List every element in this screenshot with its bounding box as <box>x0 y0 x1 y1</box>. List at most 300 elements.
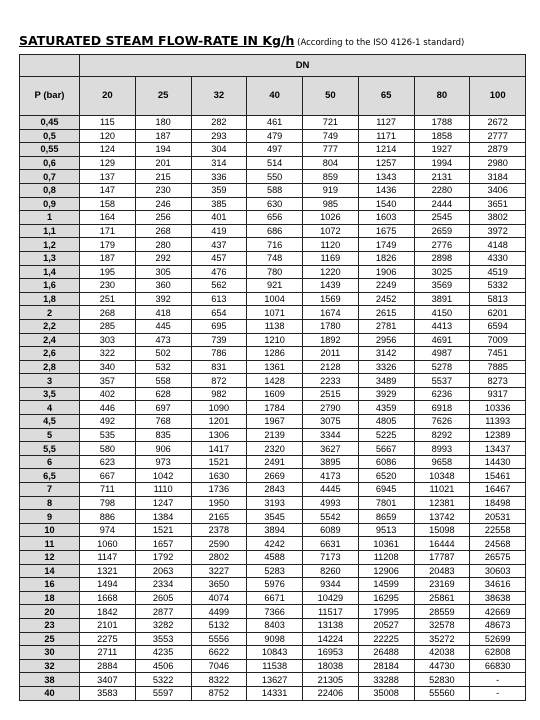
flow-rate-cell: 532 <box>135 360 191 374</box>
flow-rate-cell: 711 <box>80 483 136 497</box>
table-row <box>20 279 526 293</box>
flow-rate-cell: 1736 <box>191 483 247 497</box>
flow-rate-cell: 739 <box>191 333 247 347</box>
flow-rate-cell: 886 <box>80 510 136 524</box>
flow-rate-cell: 716 <box>247 238 303 252</box>
flow-rate-cell: 2165 <box>191 510 247 524</box>
table-row <box>20 401 526 415</box>
flow-rate-cell: 1042 <box>135 469 191 483</box>
flow-rate-cell: 7885 <box>470 360 526 374</box>
flow-rate-cell: 1826 <box>358 251 414 265</box>
flow-rate-cell: 28559 <box>414 605 470 619</box>
table-row <box>20 333 526 347</box>
table-row <box>20 537 526 551</box>
flow-rate-cell: 5278 <box>414 360 470 374</box>
pressure-cell: 1,6 <box>20 279 80 293</box>
flow-rate-cell: 457 <box>191 251 247 265</box>
flow-rate-cell: 1361 <box>247 360 303 374</box>
table-row <box>20 197 526 211</box>
flow-rate-cell: 1657 <box>135 537 191 551</box>
flow-rate-cell: 1343 <box>358 170 414 184</box>
flow-rate-cell: 33288 <box>358 673 414 687</box>
flow-rate-cell: 5332 <box>470 279 526 293</box>
pressure-cell: 0,45 <box>20 116 80 130</box>
flow-rate-cell: 1127 <box>358 116 414 130</box>
flow-rate-cell: 66830 <box>470 659 526 673</box>
pressure-cell: 16 <box>20 578 80 592</box>
pressure-cell: 0,55 <box>20 143 80 157</box>
flow-rate-cell: 2515 <box>303 387 359 401</box>
table-row <box>20 469 526 483</box>
dn-group-header: DN <box>80 55 526 77</box>
flow-rate-cell: 17995 <box>358 605 414 619</box>
flow-rate-cell: 1436 <box>358 183 414 197</box>
flow-rate-cell: 18498 <box>470 496 526 510</box>
flow-rate-cell: 35008 <box>358 686 414 700</box>
flow-rate-cell: 1569 <box>303 292 359 306</box>
flow-rate-cell: 1428 <box>247 374 303 388</box>
dn-column-header: 25 <box>135 77 191 116</box>
flow-rate-cell: 4691 <box>414 333 470 347</box>
flow-rate-cell: 147 <box>80 183 136 197</box>
pressure-cell: 9 <box>20 510 80 524</box>
flow-rate-cell: 6945 <box>358 483 414 497</box>
flow-rate-cell: 16467 <box>470 483 526 497</box>
flow-rate-cell: 282 <box>191 116 247 130</box>
flow-rate-cell: 786 <box>191 347 247 361</box>
table-row <box>20 306 526 320</box>
flow-rate-cell: 12381 <box>414 496 470 510</box>
flow-rate-cell: 2275 <box>80 632 136 646</box>
flow-rate-cell: 35272 <box>414 632 470 646</box>
flow-rate-cell: 1630 <box>191 469 247 483</box>
flow-rate-cell: 251 <box>80 292 136 306</box>
flow-rate-cell: 3553 <box>135 632 191 646</box>
flow-rate-cell: 2378 <box>191 523 247 537</box>
flow-rate-cell: 1788 <box>414 116 470 130</box>
flow-rate-cell: 171 <box>80 224 136 238</box>
flow-rate-cell: 20531 <box>470 510 526 524</box>
table-row <box>20 156 526 170</box>
flow-rate-cell: 1674 <box>303 306 359 320</box>
flow-rate-cell: 2590 <box>191 537 247 551</box>
document-title <box>19 30 529 49</box>
flow-rate-cell: 562 <box>191 279 247 293</box>
pressure-cell: 6 <box>20 455 80 469</box>
flow-rate-cell: 194 <box>135 143 191 157</box>
flow-rate-cell: 314 <box>191 156 247 170</box>
flow-rate-cell: 2101 <box>80 618 136 632</box>
flow-rate-cell: 293 <box>191 129 247 143</box>
flow-rate-cell: 5537 <box>414 374 470 388</box>
pressure-cell: 12 <box>20 551 80 565</box>
flow-rate-cell: 3282 <box>135 618 191 632</box>
flow-rate-cell: 322 <box>80 347 136 361</box>
flow-rate-cell: 3227 <box>191 564 247 578</box>
table-row <box>20 455 526 469</box>
flow-rate-cell: 1247 <box>135 496 191 510</box>
flow-rate-cell: 1749 <box>358 238 414 252</box>
table-row <box>20 116 526 130</box>
flow-rate-cell: 2884 <box>80 659 136 673</box>
flow-rate-cell: 4588 <box>247 551 303 565</box>
pressure-cell: 2,8 <box>20 360 80 374</box>
flow-rate-cell: 7046 <box>191 659 247 673</box>
flow-rate-cell: 3650 <box>191 578 247 592</box>
flow-rate-cell: - <box>470 673 526 687</box>
flow-rate-cell: 502 <box>135 347 191 361</box>
flow-rate-cell: 2980 <box>470 156 526 170</box>
flow-rate-cell: 1521 <box>191 455 247 469</box>
flow-rate-cell: 42038 <box>414 646 470 660</box>
flow-rate-cell: 13437 <box>470 442 526 456</box>
flow-rate-cell: 1004 <box>247 292 303 306</box>
flow-rate-cell: 445 <box>135 319 191 333</box>
flow-rate-cell: 22406 <box>303 686 359 700</box>
flow-rate-cell: 804 <box>303 156 359 170</box>
table-row <box>20 360 526 374</box>
flow-rate-cell: 419 <box>191 224 247 238</box>
table-row <box>20 673 526 687</box>
flow-rate-cell: 3545 <box>247 510 303 524</box>
flow-rate-cell: 120 <box>80 129 136 143</box>
flow-rate-cell: 129 <box>80 156 136 170</box>
flow-rate-cell: 7009 <box>470 333 526 347</box>
flow-rate-cell: 6089 <box>303 523 359 537</box>
flow-rate-cell: 476 <box>191 265 247 279</box>
pressure-cell: 2,6 <box>20 347 80 361</box>
flow-rate-cell: 20483 <box>414 564 470 578</box>
pressure-cell: 2,2 <box>20 319 80 333</box>
flow-rate-cell: 721 <box>303 116 359 130</box>
flow-rate-cell: 164 <box>80 211 136 225</box>
header-row-columns <box>20 77 526 116</box>
flow-rate-cell: 230 <box>135 183 191 197</box>
flow-rate-cell: 3929 <box>358 387 414 401</box>
flow-rate-cell: 201 <box>135 156 191 170</box>
pressure-cell: 2 <box>20 306 80 320</box>
flow-rate-cell: 3406 <box>470 183 526 197</box>
flow-rate-cell: 859 <box>303 170 359 184</box>
flow-rate-cell: 588 <box>247 183 303 197</box>
flow-rate-cell: 4359 <box>358 401 414 415</box>
flow-rate-cell: 4445 <box>303 483 359 497</box>
flow-rate-cell: 3802 <box>470 211 526 225</box>
flow-rate-cell: 768 <box>135 415 191 429</box>
flow-rate-cell: 1994 <box>414 156 470 170</box>
flow-rate-cell: 13138 <box>303 618 359 632</box>
flow-rate-cell: 1668 <box>80 591 136 605</box>
flow-rate-cell: 1792 <box>135 551 191 565</box>
flow-rate-cell: 1071 <box>247 306 303 320</box>
flow-rate-cell: 9658 <box>414 455 470 469</box>
pressure-cell: 25 <box>20 632 80 646</box>
flow-rate-cell: 2320 <box>247 442 303 456</box>
flow-rate-cell: 418 <box>135 306 191 320</box>
flow-rate-cell: 18038 <box>303 659 359 673</box>
table-row <box>20 211 526 225</box>
table-row <box>20 591 526 605</box>
flow-rate-cell: 5132 <box>191 618 247 632</box>
flow-rate-cell: 6671 <box>247 591 303 605</box>
table-row <box>20 415 526 429</box>
flow-rate-cell: 8292 <box>414 428 470 442</box>
flow-rate-cell: 22558 <box>470 523 526 537</box>
table-row <box>20 442 526 456</box>
flow-rate-cell: 2956 <box>358 333 414 347</box>
pressure-cell: 11 <box>20 537 80 551</box>
title-standard-note: (According to the ISO 4126-1 standard) <box>294 38 465 48</box>
flow-rate-cell: 180 <box>135 116 191 130</box>
pressure-cell: 5,5 <box>20 442 80 456</box>
pressure-cell: 30 <box>20 646 80 660</box>
flow-rate-cell: 1257 <box>358 156 414 170</box>
pressure-cell: 0,9 <box>20 197 80 211</box>
flow-rate-cell: 137 <box>80 170 136 184</box>
flow-rate-cell: 2790 <box>303 401 359 415</box>
flow-rate-cell: 2545 <box>414 211 470 225</box>
flow-rate-cell: 2233 <box>303 374 359 388</box>
flow-rate-cell: 1169 <box>303 251 359 265</box>
flow-rate-cell: 9513 <box>358 523 414 537</box>
flow-rate-cell: 2776 <box>414 238 470 252</box>
table-row <box>20 551 526 565</box>
flow-rate-cell: 1439 <box>303 279 359 293</box>
flow-rate-cell: 4987 <box>414 347 470 361</box>
flow-rate-cell: 479 <box>247 129 303 143</box>
flow-rate-cell: 1072 <box>303 224 359 238</box>
flow-rate-cell: 7801 <box>358 496 414 510</box>
flow-rate-cell: 2249 <box>358 279 414 293</box>
flow-rate-cell: 921 <box>247 279 303 293</box>
flow-rate-cell: 385 <box>191 197 247 211</box>
flow-rate-cell: 303 <box>80 333 136 347</box>
flow-rate-cell: 48673 <box>470 618 526 632</box>
flow-rate-cell: 268 <box>135 224 191 238</box>
flow-rate-cell: 974 <box>80 523 136 537</box>
flow-rate-cell: 2491 <box>247 455 303 469</box>
flow-rate-cell: 3193 <box>247 496 303 510</box>
flow-rate-cell: 1603 <box>358 211 414 225</box>
dn-column-header: 100 <box>470 77 526 116</box>
pressure-cell: 4,5 <box>20 415 80 429</box>
table-row <box>20 496 526 510</box>
flow-rate-cell: 4150 <box>414 306 470 320</box>
flow-rate-cell: 179 <box>80 238 136 252</box>
flow-rate-cell: 115 <box>80 116 136 130</box>
flow-rate-cell: 686 <box>247 224 303 238</box>
flow-rate-cell: 697 <box>135 401 191 415</box>
flow-rate-cell: 6918 <box>414 401 470 415</box>
flow-rate-cell: 8273 <box>470 374 526 388</box>
flow-rate-cell: 55560 <box>414 686 470 700</box>
flow-rate-cell: 1026 <box>303 211 359 225</box>
table-row <box>20 564 526 578</box>
pressure-cell: 32 <box>20 659 80 673</box>
flow-rate-cell: 3344 <box>303 428 359 442</box>
table-body <box>20 116 526 701</box>
flow-rate-cell: 6086 <box>358 455 414 469</box>
flow-rate-cell: 1220 <box>303 265 359 279</box>
flow-rate-cell: 285 <box>80 319 136 333</box>
flow-rate-cell: 10361 <box>358 537 414 551</box>
flow-rate-cell: 42669 <box>470 605 526 619</box>
header-row-group <box>20 55 526 77</box>
flow-rate-cell: 14430 <box>470 455 526 469</box>
flow-rate-cell: 4330 <box>470 251 526 265</box>
flow-rate-cell: 4993 <box>303 496 359 510</box>
flow-rate-cell: 497 <box>247 143 303 157</box>
flow-rate-cell: 10843 <box>247 646 303 660</box>
flow-rate-cell: 831 <box>191 360 247 374</box>
flow-rate-cell: 3142 <box>358 347 414 361</box>
flow-rate-cell: 654 <box>191 306 247 320</box>
flow-rate-cell: 392 <box>135 292 191 306</box>
flow-rate-cell: 1521 <box>135 523 191 537</box>
flow-rate-cell: 3651 <box>470 197 526 211</box>
flow-rate-cell: 3075 <box>303 415 359 429</box>
flow-rate-cell: 4235 <box>135 646 191 660</box>
flow-rate-cell: 292 <box>135 251 191 265</box>
flow-rate-cell: 32578 <box>414 618 470 632</box>
flow-rate-cell: 6594 <box>470 319 526 333</box>
flow-rate-cell: 1858 <box>414 129 470 143</box>
flow-rate-cell: 6236 <box>414 387 470 401</box>
flow-rate-cell: 558 <box>135 374 191 388</box>
pressure-cell: 0,6 <box>20 156 80 170</box>
flow-rate-cell: 336 <box>191 170 247 184</box>
flow-rate-cell: 2877 <box>135 605 191 619</box>
flow-rate-cell: 695 <box>191 319 247 333</box>
pressure-cell: 38 <box>20 673 80 687</box>
flow-rate-cell: 1892 <box>303 333 359 347</box>
flow-rate-cell: 2131 <box>414 170 470 184</box>
flow-rate-cell: 187 <box>135 129 191 143</box>
flow-rate-cell: 215 <box>135 170 191 184</box>
flow-rate-cell: 1147 <box>80 551 136 565</box>
flow-rate-cell: 360 <box>135 279 191 293</box>
title-main: SATURATED STEAM FLOW-RATE IN Kg/h <box>19 33 295 48</box>
flow-rate-cell: 357 <box>80 374 136 388</box>
table-row <box>20 265 526 279</box>
flow-rate-cell: 38638 <box>470 591 526 605</box>
pressure-cell: 20 <box>20 605 80 619</box>
flow-rate-cell: 22225 <box>358 632 414 646</box>
pressure-header: P (bar) <box>20 77 80 116</box>
flow-rate-cell: 2444 <box>414 197 470 211</box>
table-row <box>20 483 526 497</box>
flow-rate-cell: 28184 <box>358 659 414 673</box>
flow-rate-cell: 1784 <box>247 401 303 415</box>
flow-rate-cell: 1494 <box>80 578 136 592</box>
pressure-cell: 1 <box>20 211 80 225</box>
flow-rate-cell: 8752 <box>191 686 247 700</box>
flow-rate-cell: 359 <box>191 183 247 197</box>
flow-rate-cell: 158 <box>80 197 136 211</box>
flow-rate-cell: 1090 <box>191 401 247 415</box>
flow-rate-cell: 8403 <box>247 618 303 632</box>
flow-rate-cell: 5225 <box>358 428 414 442</box>
flow-rate-cell: 4148 <box>470 238 526 252</box>
table-row <box>20 224 526 238</box>
flow-rate-cell: 14224 <box>303 632 359 646</box>
flow-rate-cell: 6622 <box>191 646 247 660</box>
flow-rate-cell: 5597 <box>135 686 191 700</box>
table-row <box>20 632 526 646</box>
flow-rate-cell: 3627 <box>303 442 359 456</box>
flow-rate-cell: 401 <box>191 211 247 225</box>
flow-rate-cell: 12389 <box>470 428 526 442</box>
table-row <box>20 578 526 592</box>
flow-rate-cell: 9098 <box>247 632 303 646</box>
flow-rate-cell: 1306 <box>191 428 247 442</box>
flow-rate-cell: 919 <box>303 183 359 197</box>
flow-rate-cell: 835 <box>135 428 191 442</box>
pressure-cell: 3 <box>20 374 80 388</box>
flow-rate-cell: 1417 <box>191 442 247 456</box>
flow-rate-cell: 10336 <box>470 401 526 415</box>
flow-rate-cell: 1967 <box>247 415 303 429</box>
flow-rate-cell: 4519 <box>470 265 526 279</box>
flow-rate-cell: 2711 <box>80 646 136 660</box>
flow-rate-cell: 2898 <box>414 251 470 265</box>
flow-rate-cell: 5283 <box>247 564 303 578</box>
flow-rate-cell: 973 <box>135 455 191 469</box>
flow-rate-cell: 4506 <box>135 659 191 673</box>
flow-rate-cell: 4074 <box>191 591 247 605</box>
flow-rate-cell: 16444 <box>414 537 470 551</box>
flow-rate-cell: 2128 <box>303 360 359 374</box>
flow-rate-cell: 3895 <box>303 455 359 469</box>
flow-rate-cell: 3489 <box>358 374 414 388</box>
dn-column-header: 50 <box>303 77 359 116</box>
flow-rate-cell: 280 <box>135 238 191 252</box>
table-row <box>20 686 526 700</box>
flow-rate-cell: 15461 <box>470 469 526 483</box>
flow-rate-cell: 5322 <box>135 673 191 687</box>
flow-rate-cell: 985 <box>303 197 359 211</box>
flow-rate-cell: 3025 <box>414 265 470 279</box>
flow-rate-cell: 550 <box>247 170 303 184</box>
pressure-cell: 1,2 <box>20 238 80 252</box>
flow-rate-cell: 24568 <box>470 537 526 551</box>
flow-rate-cell: 26488 <box>358 646 414 660</box>
flow-rate-cell: 4499 <box>191 605 247 619</box>
flow-rate-cell: 25861 <box>414 591 470 605</box>
flow-rate-cell: 11517 <box>303 605 359 619</box>
flow-rate-cell: 1950 <box>191 496 247 510</box>
flow-rate-cell: 1138 <box>247 319 303 333</box>
table-row <box>20 238 526 252</box>
table-row <box>20 129 526 143</box>
flow-rate-cell: 4805 <box>358 415 414 429</box>
pressure-cell: 10 <box>20 523 80 537</box>
flow-rate-cell: 2615 <box>358 306 414 320</box>
pressure-cell: 40 <box>20 686 80 700</box>
pressure-cell: 1,4 <box>20 265 80 279</box>
flow-rate-cell: 14599 <box>358 578 414 592</box>
flow-rate-cell: 628 <box>135 387 191 401</box>
flow-rate-cell: 8322 <box>191 673 247 687</box>
flow-rate-cell: 3894 <box>247 523 303 537</box>
flow-rate-cell: 1609 <box>247 387 303 401</box>
flow-rate-cell: 2672 <box>470 116 526 130</box>
flow-rate-cell: - <box>470 686 526 700</box>
flow-rate-cell: 17787 <box>414 551 470 565</box>
flow-rate-cell: 2011 <box>303 347 359 361</box>
flow-rate-cell: 9344 <box>303 578 359 592</box>
pressure-cell: 0,7 <box>20 170 80 184</box>
